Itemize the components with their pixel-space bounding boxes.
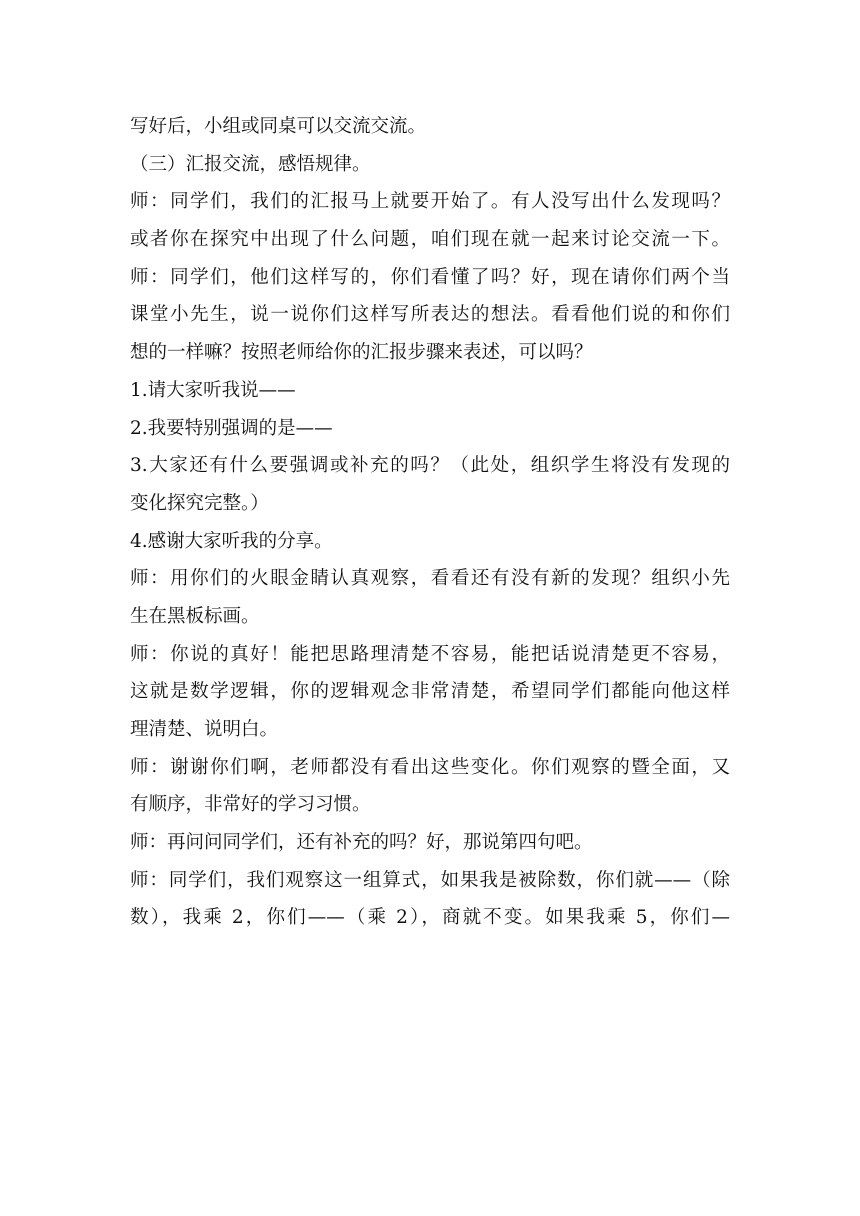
text-line: 想的一样嘛？按照老师给你的汇报步骤来表述，可以吗？ <box>130 342 593 364</box>
text-line: 课堂小先生，说一说你们这样写所表达的想法。看看他们说的和你们 <box>130 304 730 326</box>
text-line: 师：同学们，我们的汇报马上就要开始了。有人没写出什么发现吗？ <box>130 191 730 213</box>
text-line: 写好后，小组或同桌可以交流交流。 <box>130 116 427 137</box>
text-line: 理清楚、说明白。 <box>130 719 279 740</box>
list-item: 2.我要特别强调的是—— <box>130 417 333 439</box>
section-heading: （三）汇报交流，感悟规律。 <box>130 153 371 175</box>
list-item: 1.请大家听我说—— <box>130 379 296 401</box>
text-line: 或者你在探究中出现了什么问题，咱们现在就一起来讨论交流一下。 <box>130 229 730 251</box>
list-item: 3.大家还有什么要强调或补充的吗？（此处，组织学生将没有发现的 <box>130 455 730 477</box>
text-line: 这就是数学逻辑，你的逻辑观念非常清楚，希望同学们都能向他这样 <box>130 681 730 703</box>
text-line: 有顺序，非常好的学习习惯。 <box>130 794 371 816</box>
text-line: 变化探究完整。） <box>130 492 269 514</box>
text-line: 师：你说的真好！能把思路理清楚不容易，能把话说清楚更不容易， <box>130 643 730 665</box>
text-line: 师：用你们的火眼金睛认真观察，看看还有没有新的发现？组织小先 <box>130 568 730 590</box>
document-body <box>130 108 730 937</box>
text-line: 师：同学们，他们这样写的，你们看懂了吗？好，现在请你们两个当 <box>130 266 730 288</box>
text-line: 师：同学们，我们观察这一组算式，如果我是被除数，你们就——（除 <box>130 869 730 891</box>
text-line: 数），我乘 2，你们——（乘 2），商就不变。如果我乘 5，你们— <box>130 907 730 929</box>
text-line: 师：谢谢你们啊，老师都没有看出这些变化。你们观察的暨全面，又 <box>130 756 730 778</box>
text-line: 生在黑板标画。 <box>130 605 260 627</box>
text-line: 师：再问问同学们，还有补充的吗？好，那说第四句吧。 <box>130 832 593 854</box>
list-item: 4.感谢大家听我的分享。 <box>130 530 333 552</box>
